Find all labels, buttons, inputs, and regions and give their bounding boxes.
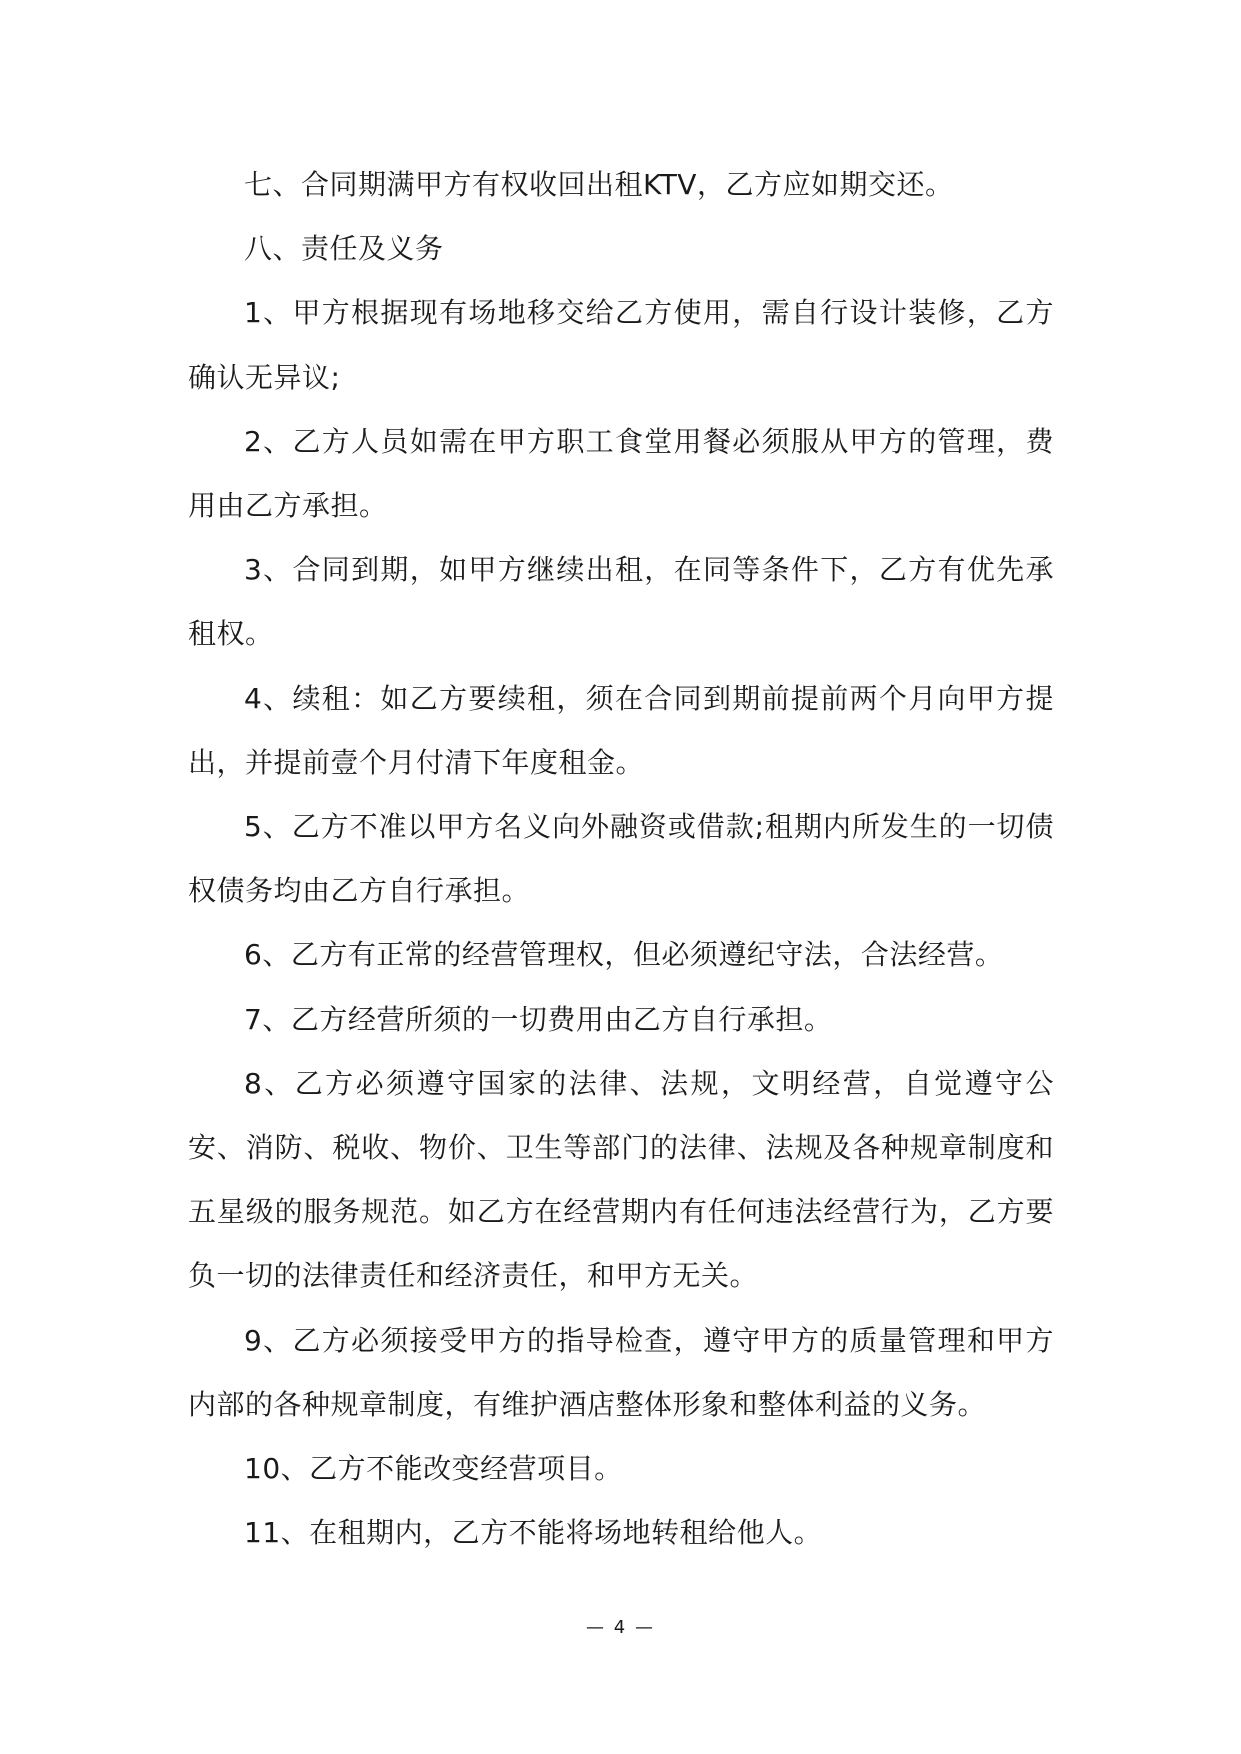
document-body <box>188 153 1054 1565</box>
paragraph-item-4: 4、续租：如乙方要续租，须在合同到期前提前两个月向甲方提出，并提前壹个月付清下年度租金。 <box>188 681 1054 779</box>
paragraph-item-2: 2、乙方人员如需在甲方职工食堂用餐必须服从甲方的管理，费用由乙方承担。 <box>188 424 1054 523</box>
page-number: — 4 — <box>586 1617 655 1638</box>
paragraph-item-9: 9、乙方必须接受甲方的指导检查，遵守甲方的质量管理和甲方内部的各种规章制度，有维护酒店整体形象和整体利益的义务。 <box>188 1323 1054 1421</box>
paragraph-item-10: 10、乙方不能改变经营项目。 <box>244 1452 623 1486</box>
paragraph-item-3: 3、合同到期，如甲方继续出租，在同等条件下，乙方有优先承租权。 <box>188 553 1054 651</box>
paragraph-item-6: 6、乙方有正常的经营管理权，但必须遵纪守法，合法经营。 <box>244 938 1004 972</box>
paragraph-item-8: 8、乙方必须遵守国家的法律、法规，文明经营，自觉遵守公安、消防、税收、物价、卫生等部门的法律、法规及各种规章制度和五星级的服务规范。如乙方在经营期内有任何违法经营行为，乙方要负一切的法律责任和经济责任，和甲方无关。 <box>188 1066 1054 1293</box>
paragraph-item-11: 11、在租期内，乙方不能将场地转租给他人。 <box>244 1516 823 1550</box>
paragraph-item-5: 5、乙方不准以甲方名义向外融资或借款;租期内所发生的一切债权债务均由乙方自行承担。 <box>188 810 1054 908</box>
paragraph-clause-7: 七、合同期满甲方有权收回出租KTV，乙方应如期交还。 <box>244 168 954 201</box>
paragraph-clause-8-heading: 八、责任及义务 <box>244 232 444 266</box>
paragraph-item-1: 1、甲方根据现有场地移交给乙方使用，需自行设计装修，乙方确认无异议; <box>188 296 1054 394</box>
paragraph-item-7: 7、乙方经营所须的一切费用由乙方自行承担。 <box>244 1002 833 1036</box>
